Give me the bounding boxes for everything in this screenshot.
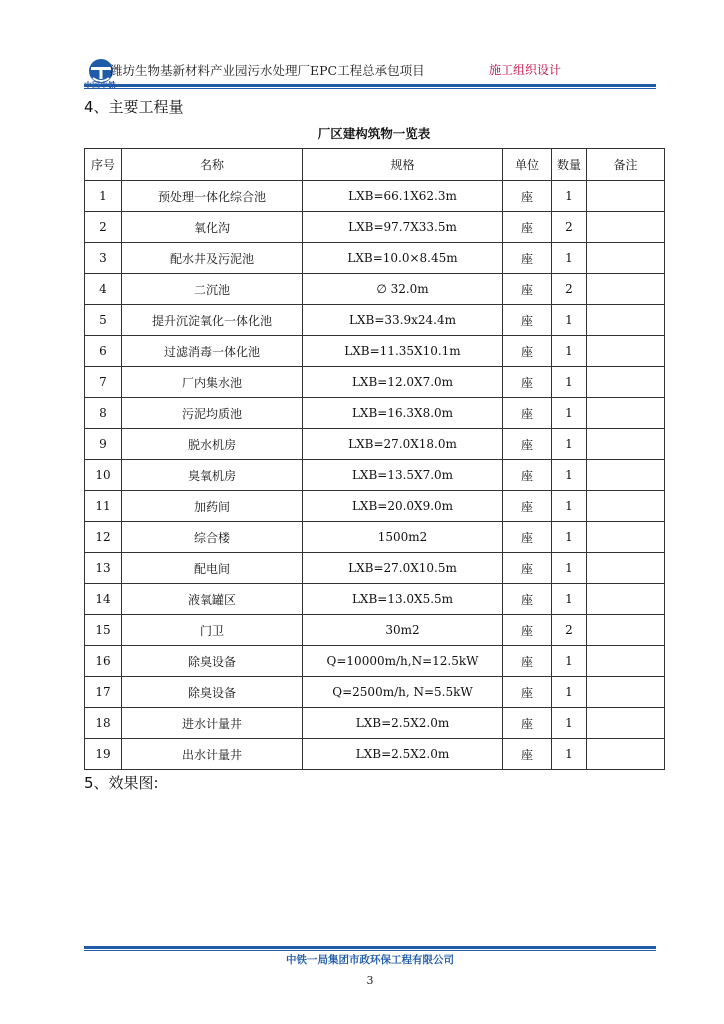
table-cell: 2 <box>552 615 587 646</box>
table-cell: 污泥均质池 <box>122 398 303 429</box>
table-cell: 除臭设备 <box>122 677 303 708</box>
table-cell: 1 <box>552 708 587 739</box>
table-cell: 1 <box>552 305 587 336</box>
table-cell: 1 <box>552 429 587 460</box>
table-cell: 1500m2 <box>303 522 503 553</box>
section-heading-5: 5、效果图: <box>84 774 159 792</box>
table-cell: 16 <box>85 646 122 677</box>
table-row <box>85 429 665 460</box>
table-cell: 脱水机房 <box>122 429 303 460</box>
table-cell: LXB=27.0X18.0m <box>303 429 503 460</box>
table-cell: 座 <box>503 367 552 398</box>
table-cell: LXB=27.0X10.5m <box>303 553 503 584</box>
table-cell: 液氧罐区 <box>122 584 303 615</box>
table-cell: ∅ 32.0m <box>303 274 503 305</box>
table-cell: 座 <box>503 305 552 336</box>
table-cell: 18 <box>85 708 122 739</box>
header-cell: 备注 <box>587 149 665 181</box>
table-cell: Q=10000m/h,N=12.5kW <box>303 646 503 677</box>
table-cell: 座 <box>503 398 552 429</box>
table-cell: 过滤消毒一体化池 <box>122 336 303 367</box>
table-cell <box>587 274 665 305</box>
table-cell: LXB=12.0X7.0m <box>303 367 503 398</box>
table-row <box>85 708 665 739</box>
table-row <box>85 677 665 708</box>
table-cell: 1 <box>552 677 587 708</box>
table-caption: 厂区建构筑物一览表 <box>317 126 431 141</box>
table-row <box>85 305 665 336</box>
table-cell: 座 <box>503 460 552 491</box>
table-cell <box>587 181 665 212</box>
table-cell: 进水计量井 <box>122 708 303 739</box>
table-row <box>85 243 665 274</box>
page-number: 3 <box>366 974 374 987</box>
table-cell: LXB=10.0×8.45m <box>303 243 503 274</box>
header-cell: 序号 <box>85 149 122 181</box>
table-cell: 2 <box>85 212 122 243</box>
section-heading-4: 4、主要工程量 <box>84 98 184 116</box>
table-cell: 30m2 <box>303 615 503 646</box>
table-cell: 1 <box>552 739 587 770</box>
table-cell: LXB=13.5X7.0m <box>303 460 503 491</box>
table-cell: 厂内集水池 <box>122 367 303 398</box>
table-cell: 6 <box>85 336 122 367</box>
table-cell <box>587 243 665 274</box>
table-cell: 座 <box>503 708 552 739</box>
table-row <box>85 522 665 553</box>
table-cell: 出水计量井 <box>122 739 303 770</box>
table-cell: 1 <box>552 460 587 491</box>
table-cell: 座 <box>503 615 552 646</box>
table-cell: 座 <box>503 181 552 212</box>
table-row <box>85 212 665 243</box>
table-cell: 9 <box>85 429 122 460</box>
table-row <box>85 460 665 491</box>
table-row <box>85 491 665 522</box>
table-cell <box>587 584 665 615</box>
table-row <box>85 584 665 615</box>
table-cell: LXB=66.1X62.3m <box>303 181 503 212</box>
table-cell: 除臭设备 <box>122 646 303 677</box>
table-cell: 19 <box>85 739 122 770</box>
table-cell: 2 <box>552 274 587 305</box>
table-cell <box>587 522 665 553</box>
table-row <box>85 367 665 398</box>
table-cell: LXB=11.35X10.1m <box>303 336 503 367</box>
table-row <box>85 181 665 212</box>
table-cell: 座 <box>503 553 552 584</box>
table-cell <box>587 305 665 336</box>
table-cell: 3 <box>85 243 122 274</box>
table-row <box>85 553 665 584</box>
table-cell: 1 <box>552 336 587 367</box>
table-cell: LXB=2.5X2.0m <box>303 708 503 739</box>
table-cell <box>587 615 665 646</box>
structures-table <box>84 148 665 770</box>
table-cell: 1 <box>552 367 587 398</box>
table-header-row <box>85 149 665 181</box>
table-cell <box>587 398 665 429</box>
footer-divider <box>84 946 656 949</box>
header-cell: 规格 <box>303 149 503 181</box>
table-cell <box>587 491 665 522</box>
table-cell: 座 <box>503 274 552 305</box>
table-cell: 加药间 <box>122 491 303 522</box>
table-cell: 座 <box>503 429 552 460</box>
table-row <box>85 615 665 646</box>
table-cell: 12 <box>85 522 122 553</box>
header-cell: 单位 <box>503 149 552 181</box>
table-cell: LXB=16.3X8.0m <box>303 398 503 429</box>
table-cell: 配电间 <box>122 553 303 584</box>
table-cell: 1 <box>552 584 587 615</box>
table-cell: 13 <box>85 553 122 584</box>
table-cell <box>587 367 665 398</box>
table-cell: 座 <box>503 584 552 615</box>
header-cell: 名称 <box>122 149 303 181</box>
header-document-type: 施工组织设计 <box>489 63 562 77</box>
table-cell: 臭氧机房 <box>122 460 303 491</box>
table-cell: 15 <box>85 615 122 646</box>
table-cell <box>587 460 665 491</box>
table-cell: 座 <box>503 522 552 553</box>
table-cell: 10 <box>85 460 122 491</box>
table-cell: 14 <box>85 584 122 615</box>
table-cell: 5 <box>85 305 122 336</box>
header-divider-thin <box>84 88 656 89</box>
table-row <box>85 646 665 677</box>
table-cell <box>587 708 665 739</box>
table-cell: 座 <box>503 646 552 677</box>
table-cell <box>587 429 665 460</box>
header-title: 潍坊生物基新材料产业园污水处理厂EPC工程总承包项目 <box>110 63 425 78</box>
table-row <box>85 739 665 770</box>
header-divider <box>84 84 656 87</box>
page-header <box>84 52 656 86</box>
table-cell: 氧化沟 <box>122 212 303 243</box>
table-cell: 4 <box>85 274 122 305</box>
table-cell: 1 <box>552 646 587 677</box>
table-cell: 座 <box>503 677 552 708</box>
table-cell: 1 <box>552 181 587 212</box>
table-cell <box>587 739 665 770</box>
table-cell: LXB=20.0X9.0m <box>303 491 503 522</box>
table-cell: 1 <box>552 398 587 429</box>
table-cell: LXB=97.7X33.5m <box>303 212 503 243</box>
table-cell: 门卫 <box>122 615 303 646</box>
table-cell: 预处理一体化综合池 <box>122 181 303 212</box>
table-cell: 17 <box>85 677 122 708</box>
table-cell: 1 <box>85 181 122 212</box>
table-row <box>85 398 665 429</box>
table-cell: 座 <box>503 212 552 243</box>
footer-divider-thin <box>84 950 656 951</box>
table-cell <box>587 677 665 708</box>
table-cell: 综合楼 <box>122 522 303 553</box>
table-cell: LXB=33.9x24.4m <box>303 305 503 336</box>
table-cell: 11 <box>85 491 122 522</box>
table-cell: 1 <box>552 243 587 274</box>
table-cell <box>587 212 665 243</box>
table-cell: 二沉池 <box>122 274 303 305</box>
table-cell: 座 <box>503 243 552 274</box>
table-cell: 配水井及污泥池 <box>122 243 303 274</box>
table-row <box>85 336 665 367</box>
table-cell: LXB=2.5X2.0m <box>303 739 503 770</box>
table-cell <box>587 336 665 367</box>
table-cell <box>587 553 665 584</box>
header-cell: 数量 <box>552 149 587 181</box>
table-cell: 座 <box>503 739 552 770</box>
table-cell: 提升沉淀氧化一体化池 <box>122 305 303 336</box>
table-cell: Q=2500m/h, N=5.5kW <box>303 677 503 708</box>
table-cell: 座 <box>503 491 552 522</box>
table-cell <box>587 646 665 677</box>
table-cell: LXB=13.0X5.5m <box>303 584 503 615</box>
table-cell: 8 <box>85 398 122 429</box>
table-cell: 座 <box>503 336 552 367</box>
footer-company: 中铁一局集团市政环保工程有限公司 <box>286 954 454 966</box>
table-cell: 7 <box>85 367 122 398</box>
table-cell: 1 <box>552 553 587 584</box>
table-row <box>85 274 665 305</box>
table-cell: 2 <box>552 212 587 243</box>
table-cell: 1 <box>552 491 587 522</box>
table-cell: 1 <box>552 522 587 553</box>
